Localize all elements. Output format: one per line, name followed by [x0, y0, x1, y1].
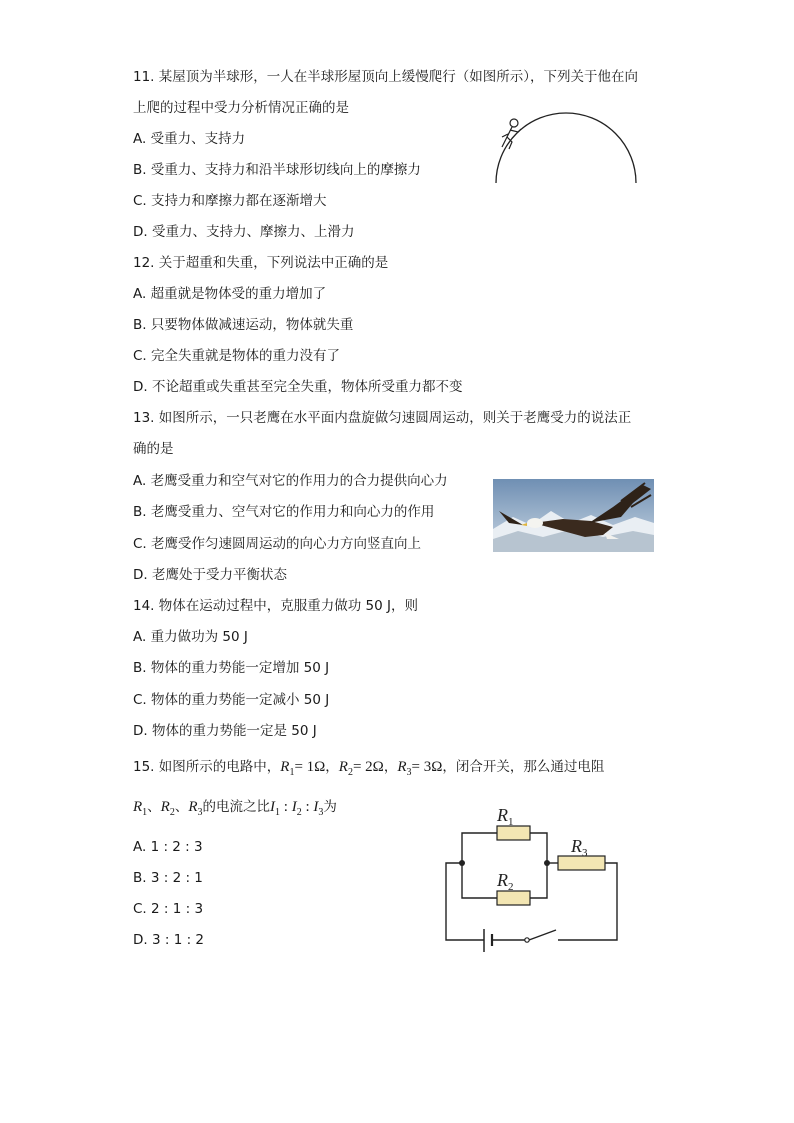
q11-option-a: A. 受重力、支持力: [133, 131, 246, 147]
q15-stem-mid: 的电流之比: [202, 799, 271, 815]
separator: 、: [174, 799, 189, 815]
q15-option-a: A. 1 : 2 : 3: [133, 839, 203, 855]
q15-stem-prefix: 15. 如图所示的电路中，: [133, 759, 281, 775]
q11-option-b: B. 受重力、支持力和沿半球形切线向上的摩擦力: [133, 162, 421, 178]
q11-option-d: D. 受重力、支持力、摩擦力、上滑力: [133, 224, 355, 240]
junction-right: [544, 860, 550, 866]
label-r3: $R_3$: [571, 836, 588, 859]
q12-option-b: B. 只要物体做减速运动，物体就失重: [133, 317, 354, 333]
circuit-diagram: [440, 800, 625, 960]
q13-option-d: D. 老鹰处于受力平衡状态: [133, 567, 287, 583]
q13-option-a: A. 老鹰受重力和空气对它的作用力的合力提供向心力: [133, 473, 448, 489]
hemisphere-roof-figure: [490, 110, 645, 188]
q14-option-a: A. 重力做功为 50 J: [133, 629, 248, 645]
separator: ，: [383, 759, 398, 775]
junction-left: [459, 860, 465, 866]
q12-option-a: A. 超重就是物体受的重力增加了: [133, 286, 327, 302]
resistor-r2: [497, 891, 530, 905]
eagle-photo: [493, 479, 654, 552]
r2-symbol: $R_2$: [338, 759, 353, 778]
q15-stem-line1: [133, 757, 604, 783]
q15-stem-suffix: ，闭合开关，那么通过电阻: [442, 759, 605, 775]
q15-stem-end: 为: [323, 799, 337, 815]
separator: ，: [325, 759, 339, 775]
q15-option-b: B. 3 : 2 : 1: [133, 870, 203, 886]
r2-symbol: $R_2$: [160, 799, 175, 818]
q11-stem-line1: 11. 某屋顶为半球形，一人在半球形屋顶向上缓慢爬行（如图所示），下列关于他在向: [133, 69, 639, 85]
r1-value: = 1Ω: [294, 759, 326, 775]
separator: 、: [147, 799, 161, 815]
q14-option-d: D. 物体的重力势能一定是 50 J: [133, 723, 317, 739]
q15-option-d: D. 3 : 1 : 2: [133, 932, 205, 948]
q12-option-d: D. 不论超重或失重甚至完全失重，物体所受重力都不变: [133, 379, 463, 395]
label-r1: $R_1$: [497, 805, 514, 828]
q15-stem-line2: [133, 797, 337, 823]
q13-stem-line1: 13. 如图所示，一只老鹰在水平面内盘旋做匀速圆周运动，则关于老鹰受力的说法正: [133, 410, 632, 426]
q13-option-c: C. 老鹰受作匀速圆周运动的向心力方向竖直向上: [133, 536, 422, 552]
q12-option-c: C. 完全失重就是物体的重力没有了: [133, 348, 341, 364]
r2-value: = 2Ω: [352, 759, 384, 775]
q14-option-c: C. 物体的重力势能一定减小 50 J: [133, 692, 330, 708]
r3-symbol: $R_3$: [397, 759, 412, 778]
q11-stem-line2: 上爬的过程中受力分析情况正确的是: [133, 100, 349, 116]
q14-stem: 14. 物体在运动过程中，克服重力做功 50 J，则: [133, 598, 419, 614]
r3-symbol: $R_3$: [188, 799, 203, 818]
q15-option-c: C. 2 : 1 : 3: [133, 901, 204, 917]
q12-stem: 12. 关于超重和失重，下列说法中正确的是: [133, 255, 389, 271]
resistor-r1: [497, 826, 530, 840]
hemisphere-arc: [496, 113, 636, 183]
label-r2: $R_2$: [497, 870, 514, 893]
r1-symbol: $R_1$: [133, 799, 148, 818]
r3-value: = 3Ω: [411, 759, 443, 775]
q13-stem-line2: 确的是: [133, 441, 174, 457]
q13-option-b: B. 老鹰受重力、空气对它的作用力和向心力的作用: [133, 504, 435, 520]
r1-symbol: $R_1$: [280, 759, 295, 778]
q11-option-c: C. 支持力和摩擦力都在逐渐增大: [133, 193, 327, 209]
current-ratio: $I_1$ : $I_2$ : $I_3$: [270, 799, 324, 818]
q14-option-b: B. 物体的重力势能一定增加 50 J: [133, 660, 330, 676]
circuit-wires: [446, 833, 617, 940]
climbing-person-icon: [502, 119, 521, 149]
switch-pivot: [525, 938, 529, 942]
